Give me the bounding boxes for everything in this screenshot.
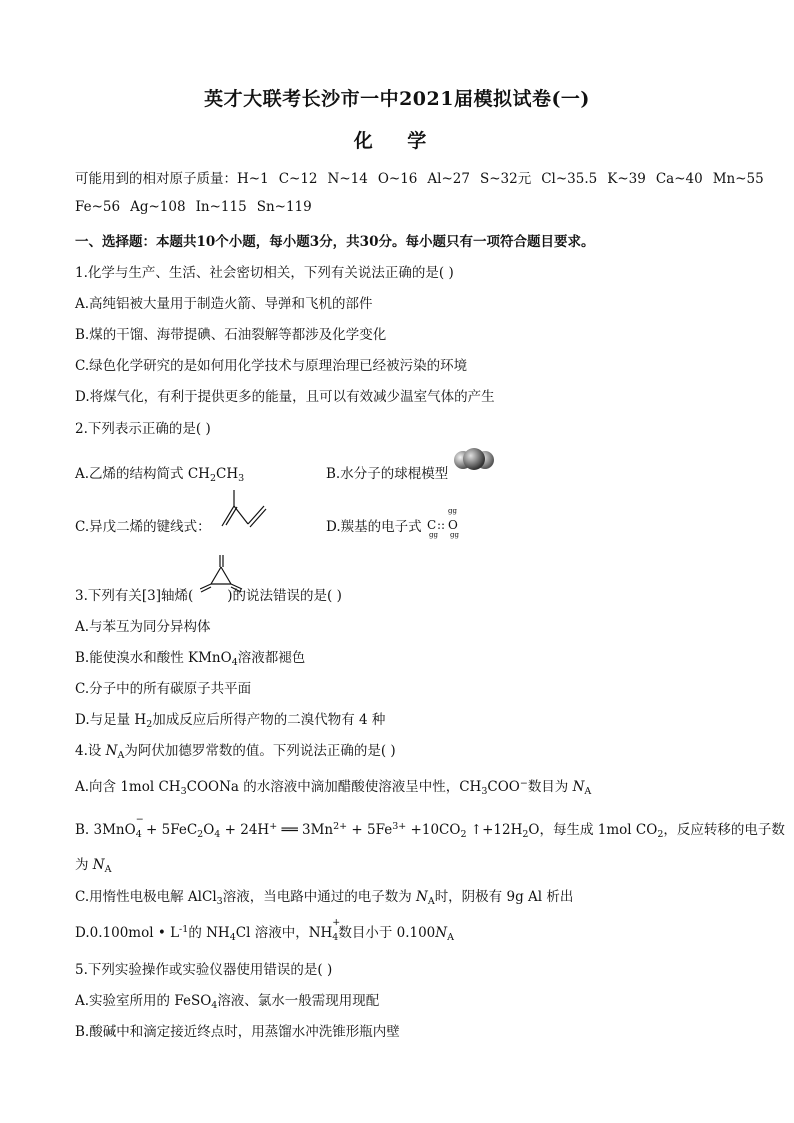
q1-option-a: A.高纯铝被大量用于制造火箭、导弹和飞机的部件 [75, 296, 373, 312]
q1-option-d: D.将煤气化，有利于提供更多的能量，且可以有效减少温室气体的产生 [75, 389, 495, 405]
mass-item: Ag~108 [130, 199, 186, 215]
q2-option-b: B.水分子的球棍模型 [326, 466, 449, 482]
mass-item: Mn~55 [712, 171, 764, 187]
mass-item: H~1 [237, 171, 269, 187]
q1-stem: 1.化学与生产、生活、社会密切相关，下列有关说法正确的是( ) [75, 265, 454, 281]
q5-stem: 5.下列实验操作或实验仪器使用错误的是( ) [75, 962, 333, 978]
mass-item: N~14 [327, 171, 368, 187]
isoprene-skeletal-formula [218, 488, 268, 530]
atomic-masses-line-1 [75, 167, 774, 187]
mass-item: C~12 [278, 171, 318, 187]
q3-option-d: D.与足量 $H_2$加成反应后所得产物的二溴代物有 4 种 [75, 712, 386, 730]
carbonyl-electron-formula: C :: O gg gg gg [427, 507, 459, 539]
q3-option-a: A.与苯互为同分异构体 [75, 619, 211, 635]
q3-option-c: C.分子中的所有碳原子共平面 [75, 681, 252, 697]
atomic-masses-label: 可能用到的相对原子质量： [75, 171, 237, 187]
q1-option-b: B.煤的干馏、海带提碘、石油裂解等都涉及化学变化 [75, 327, 387, 343]
q2-stem: 2.下列表示正确的是( ) [75, 421, 211, 437]
mass-item: O~16 [377, 171, 418, 187]
mass-item: Sn~119 [256, 199, 312, 215]
mass-item: Al~27 [427, 171, 470, 187]
q4-option-d: D.0.100mol • $L^{-1}$的 $NH_4Cl$ 溶液中，NH + $_4$数目小于 $0.100N_A$ [75, 917, 454, 943]
q2-option-a: A.乙烯的结构简式 $CH_2CH_3$ [75, 466, 245, 484]
mass-item: Cl~35.5 [541, 171, 598, 187]
exam-title: 英才大联考长沙市一中2021届模拟试卷(一) [204, 88, 590, 110]
subject-title: 化 学 [353, 130, 441, 152]
q4-stem: 4.设 $N_A$为阿伏加德罗常数的值。下列说法正确的是( ) [75, 743, 396, 761]
q4-option-b: B. 3MnO − $_4 + 5FeC_2O_4 + 24H^+$ ══ $3Mn^{2+} + 5Fe^{3+} +10CO_2$ $↑+12H_2O$，每生成 1mol $CO_2$，反应转移的电子数 [75, 814, 785, 840]
mass-item: In~115 [195, 199, 247, 215]
mass-item: Ca~40 [655, 171, 703, 187]
radialene-structure [200, 553, 244, 597]
water-ball-model-image [453, 447, 495, 473]
q1-option-c: C.绿色化学研究的是如何用化学技术与原理治理已经被污染的环境 [75, 358, 468, 374]
q4-option-b-cont: 为 $N_A$ [75, 857, 112, 875]
q5-option-a: A.实验室所用的 FeSO$_4$溶液、氯水一般需现用现配 [75, 993, 380, 1011]
q3-option-b: B.能使溴水和酸性 KMnO$_4$溶液都褪色 [75, 650, 306, 668]
q3-stem: 3.下列有关[3]轴烯( )的说法错误的是( ) [75, 588, 342, 604]
q4-option-c: C.用惰性电极电解 AlCl$_3$溶液，当电路中通过的电子数为 $N_A$时，阴极有 9g Al 析出 [75, 889, 574, 907]
mass-item: Fe~56 [75, 199, 121, 215]
mass-item: S~32元 [479, 171, 532, 187]
section-heading: 一、选择题：本题共10个小题，每小题3分，共30分。每小题只有一项符合题目要求。 [75, 234, 595, 250]
q5-option-b: B.酸碱中和滴定接近终点时，用蒸馏水冲洗锥形瓶内壁 [75, 1024, 400, 1040]
mass-item: K~39 [607, 171, 646, 187]
q2-option-d: D.羰基的电子式 [326, 519, 422, 535]
atomic-masses-line-2 [75, 199, 322, 215]
q2-option-c: C.异戊二烯的键线式： [75, 519, 211, 535]
q4-option-a: A.向含 1mol $CH_3COONa$ 的水溶液中滴加醋酸使溶液呈中性，$CH_3COO^-$数目为 $N_A$ [75, 778, 592, 797]
